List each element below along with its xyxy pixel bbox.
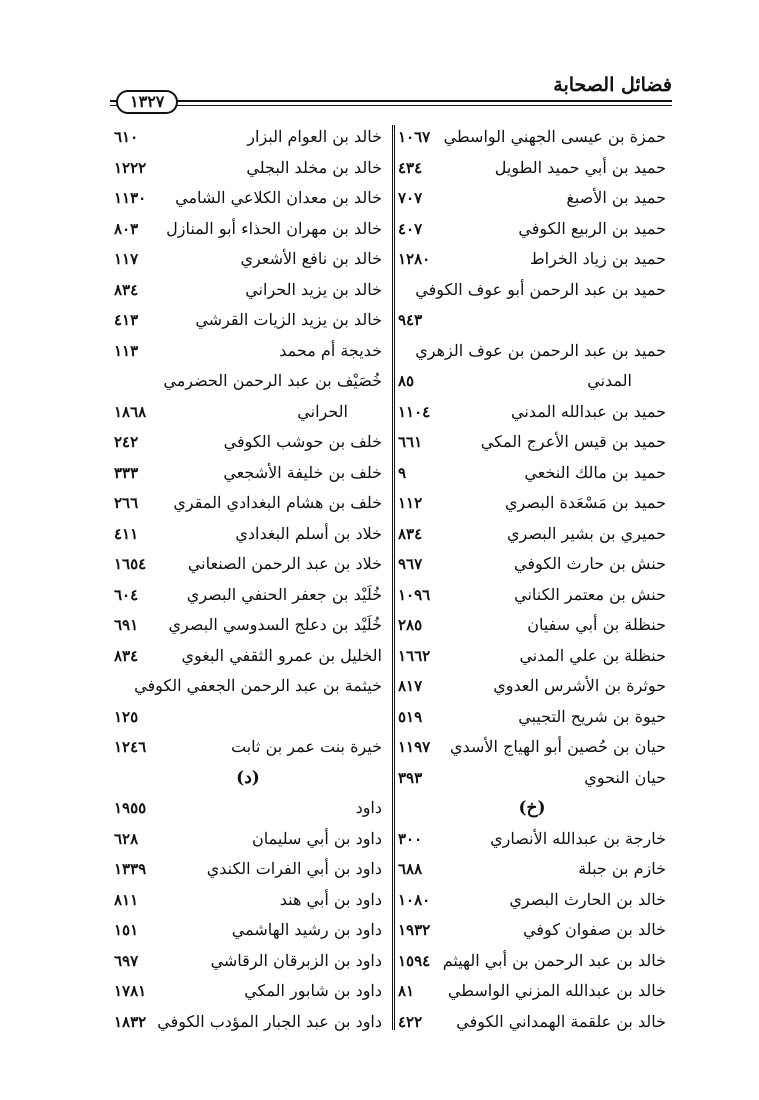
entry-reference-number: ١٩٣٢ (398, 921, 431, 939)
index-entry (392, 183, 672, 214)
index-entry (108, 641, 388, 672)
index-entry (108, 976, 388, 1007)
header-rule (110, 100, 672, 102)
index-entry (108, 1007, 388, 1038)
index-entry (108, 915, 388, 946)
entry-name: خُلَيْد بن دعلج السدوسي البصري (168, 615, 382, 634)
index-entry (108, 244, 388, 275)
book-title: فضائل الصحابة (553, 74, 672, 96)
index-entry (392, 519, 672, 550)
entry-name: خديجة أم محمد (279, 340, 382, 360)
entry-reference-number: ٣٠٠ (398, 829, 423, 848)
entry-reference-number: ١٠٦٧ (398, 128, 431, 146)
entry-reference-number: ٨٥ (398, 372, 415, 390)
index-entry (108, 519, 388, 550)
entry-reference-number: ١٥١ (114, 921, 139, 939)
entry-reference-number: ٨١١ (114, 890, 139, 909)
entry-reference-number: ١١٢ (398, 494, 423, 512)
index-entry (392, 427, 672, 458)
index-entry (392, 336, 672, 367)
index-entry (392, 976, 672, 1007)
index-entry (108, 549, 388, 580)
entry-name: حيوة بن شريح التجيبي (518, 706, 666, 726)
entry-reference-number: ٢٦٦ (114, 494, 139, 512)
entry-name: خالد بن عبد الرحمن بن أبي الهيثم (442, 950, 666, 970)
entry-reference-number: ١٢٨٠ (398, 250, 431, 268)
index-entry (392, 366, 672, 397)
entry-name: داود بن شابور المكي (244, 981, 382, 1000)
entry-name: خلاد بن أسلم البغدادي (235, 523, 382, 543)
column-divider (392, 125, 395, 1030)
entry-name: خلاد بن عبد الرحمن الصنعاني (187, 554, 382, 573)
entry-reference-number: ٤١١ (114, 524, 139, 543)
entry-reference-number: ٨٠٣ (114, 219, 139, 238)
entry-reference-number: ١١٧ (114, 250, 139, 268)
index-entry (392, 641, 672, 672)
index-entry (108, 854, 388, 885)
entry-reference-number: ٤١٣ (114, 311, 139, 329)
entry-name: داود بن عبد الجبار المؤدب الكوفي (157, 1011, 382, 1031)
entry-name: حميري بن بشير البصري (507, 523, 666, 543)
entry-name: خالد بن معدان الكلاعي الشامي (175, 188, 382, 207)
entry-reference-number: ١٠٨٠ (398, 890, 431, 909)
index-entry (108, 427, 388, 458)
entry-reference-number: ٤٢٢ (398, 1012, 423, 1031)
entry-name: حنظلة بن علي المدني (519, 645, 666, 665)
index-entry (108, 732, 388, 763)
index-entry (392, 946, 672, 977)
entry-reference-number: ٤٠٧ (398, 219, 423, 238)
index-entry (392, 397, 672, 428)
entry-reference-number: ١٦٦٢ (398, 646, 431, 665)
entry-name: خالد بن مخلد البجلي (246, 157, 382, 177)
entry-name: حميد بن الأصبغ (566, 188, 666, 207)
entry-name: داود بن الزبرقان الرقاشي (210, 950, 382, 970)
index-entry (392, 580, 672, 611)
entry-name: داود (355, 798, 382, 817)
entry-reference-number: ٨٣٤ (398, 524, 423, 543)
index-entry (108, 275, 388, 306)
index-entry (108, 580, 388, 611)
index-entry (108, 122, 388, 153)
index-entry (108, 397, 388, 428)
entry-name: حميد بن مَسْعَدة البصري (505, 493, 666, 512)
entry-reference-number: ٤٣٤ (398, 158, 423, 177)
entry-reference-number: ١١٠٤ (398, 402, 431, 421)
entry-name: حميد بن زياد الخراط (529, 249, 666, 268)
entry-reference-number: ١٦٥٤ (114, 555, 147, 573)
entry-reference-number: ٦٩١ (114, 616, 139, 634)
entry-name: حميد بن أبي حميد الطويل (494, 157, 666, 177)
index-entry (392, 702, 672, 733)
entry-name: حوثرة بن الأشرس العدوي (493, 676, 666, 695)
entry-name: حميد بن مالك النخعي (524, 462, 666, 482)
entry-name: داود بن أبي الفرات الكندي (206, 859, 382, 878)
section-letter: (خ) (518, 798, 546, 818)
entry-reference-number: ٦٠٤ (114, 585, 139, 604)
entry-name: حيان النحوي (584, 767, 666, 787)
index-entry (108, 153, 388, 184)
index-entry (392, 275, 672, 306)
entry-name: حنش بن حارث الكوفي (514, 554, 666, 573)
entry-name: حميد بن الربيع الكوفي (518, 218, 666, 238)
index-entry (108, 793, 388, 824)
entry-reference-number: ٩٤٣ (398, 311, 423, 329)
entry-name: خالد بن العوام البزار (247, 127, 382, 146)
index-entry (392, 915, 672, 946)
entry-name: خالد بن يزيد الحراني (245, 279, 382, 299)
index-entry (108, 885, 388, 916)
entry-reference-number: ٨١ (398, 982, 415, 1000)
index-entry (392, 214, 672, 245)
entry-name: داود بن رشيد الهاشمي (231, 920, 382, 939)
entry-name: خالد بن صفوان كوفي (523, 920, 666, 939)
running-header (110, 72, 672, 112)
entry-name: خالد بن عبدالله المزني الواسطي (447, 981, 666, 1000)
index-entry (108, 488, 388, 519)
entry-name: حمزة بن عيسى الجهني الواسطي (443, 127, 666, 146)
entry-name: خالد بن نافع الأشعري (240, 249, 382, 268)
entry-name: خالد بن الحارث البصري (509, 889, 666, 909)
index-entry (392, 305, 672, 336)
entry-reference-number: ٨٣٤ (114, 280, 139, 299)
index-entry (108, 824, 388, 855)
entry-reference-number: ١٩٥٥ (114, 799, 147, 817)
entry-continuation: المدني (587, 371, 632, 390)
entry-reference-number: ١٢٥ (114, 707, 139, 726)
index-entry (108, 702, 388, 733)
section-letter: (د) (236, 767, 260, 788)
entry-reference-number: ١١٣٠ (114, 189, 147, 207)
entry-name: حنش بن معتمر الكناني (514, 584, 666, 604)
entry-reference-number: ١١٩٧ (398, 738, 431, 756)
index-entry (392, 244, 672, 275)
index-entry (392, 824, 672, 855)
index-column-right (392, 122, 672, 1037)
entry-reference-number: ١٥٩٤ (398, 951, 431, 970)
index-entry (108, 214, 388, 245)
index-entry (108, 946, 388, 977)
entry-reference-number: ١١٣ (114, 341, 139, 360)
entry-name: حميد بن عبدالله المدني (511, 401, 666, 421)
entry-reference-number: ٨١٧ (398, 677, 423, 695)
entry-continuation: الحراني (297, 401, 348, 421)
index-entry (108, 336, 388, 367)
page-number: ١٣٢٧ (116, 90, 178, 114)
index-entry (392, 122, 672, 153)
entry-name: حنظلة بن أبي سفيان (527, 615, 666, 634)
entry-reference-number: ٦٨٨ (398, 860, 423, 878)
entry-reference-number: ٦٦١ (398, 433, 423, 451)
entry-name: خُصَيْف بن عبد الرحمن الحضرمي (163, 371, 382, 390)
entry-name: خلف بن خليفة الأشجعي (223, 462, 382, 482)
entry-name: حميد بن عبد الرحمن أبو عوف الكوفي (415, 279, 666, 299)
index-entry (392, 153, 672, 184)
index-entry (108, 671, 388, 702)
index-entry (108, 610, 388, 641)
entry-name: داود بن أبي سليمان (252, 828, 382, 848)
entry-name: خالد بن مهران الحذاء أبو المنازل (166, 218, 382, 238)
entry-name: خالد بن يزيد الزيات القرشي (195, 310, 382, 329)
entry-name: خازم بن جبلة (578, 859, 666, 878)
index-entry (108, 183, 388, 214)
header-rule-thin (110, 105, 672, 106)
entry-reference-number: ٨٣٤ (114, 646, 139, 665)
index-entry (392, 458, 672, 489)
entry-reference-number: ١٠٩٦ (398, 585, 431, 604)
entry-name: خُلَيْد بن جعفر الحنفي البصري (186, 584, 382, 604)
entry-reference-number: ١٢٢٢ (114, 158, 147, 177)
index-entry (108, 305, 388, 336)
entry-name: حميد بن قيس الأعرج المكي (480, 432, 666, 451)
entry-reference-number: ١٨٦٨ (114, 402, 147, 421)
entry-name: خلف بن حوشب الكوفي (223, 432, 382, 451)
entry-reference-number: ٦١٠ (114, 128, 139, 146)
entry-reference-number: ٧٠٧ (398, 189, 423, 207)
entry-name: حيان بن حُصين أبو الهياج الأسدي (450, 737, 666, 756)
index-entry (392, 549, 672, 580)
entry-name: خيثمة بن عبد الرحمن الجعفي الكوفي (134, 676, 382, 695)
entry-reference-number: ٩٦٧ (398, 555, 423, 573)
index-entry (108, 458, 388, 489)
entry-reference-number: ٩ (398, 463, 407, 482)
entry-name: الخليل بن عمرو الثقفي البغوي (181, 645, 382, 665)
index-entry (392, 671, 672, 702)
entry-name: خالد بن علقمة الهمداني الكوفي (456, 1011, 666, 1031)
entry-name: حميد بن عبد الرحمن بن عوف الزهري (415, 340, 666, 360)
index-entry (392, 763, 672, 794)
entry-name: خارجة بن عبدالله الأنصاري (490, 828, 666, 848)
entry-reference-number: ١٧٨١ (114, 982, 147, 1000)
index-entry (392, 610, 672, 641)
entry-reference-number: ٢٨٥ (398, 616, 423, 634)
entry-name: خيرة بنت عمر بن ثابت (230, 737, 382, 756)
entry-reference-number: ٥١٩ (398, 707, 423, 726)
entry-reference-number: ١٨٣٢ (114, 1012, 147, 1031)
index-entry (392, 488, 672, 519)
index-entry (392, 1007, 672, 1038)
index-entry (392, 732, 672, 763)
index-column-left (108, 122, 388, 1037)
index-entry (392, 885, 672, 916)
entry-reference-number: ٢٤٢ (114, 433, 139, 451)
entry-name: خلف بن هشام البغدادي المقري (173, 493, 382, 512)
entry-reference-number: ١٣٣٩ (114, 860, 147, 878)
entry-reference-number: ٦٢٨ (114, 829, 139, 848)
entry-reference-number: ٣٣٣ (114, 463, 139, 482)
entry-name: داود بن أبي هند (279, 889, 382, 909)
entry-reference-number: ٣٩٣ (398, 768, 423, 787)
entry-reference-number: ١٢٤٦ (114, 738, 147, 756)
index-entry (108, 366, 388, 397)
entry-reference-number: ٦٩٧ (114, 951, 139, 970)
index-entry (392, 854, 672, 885)
